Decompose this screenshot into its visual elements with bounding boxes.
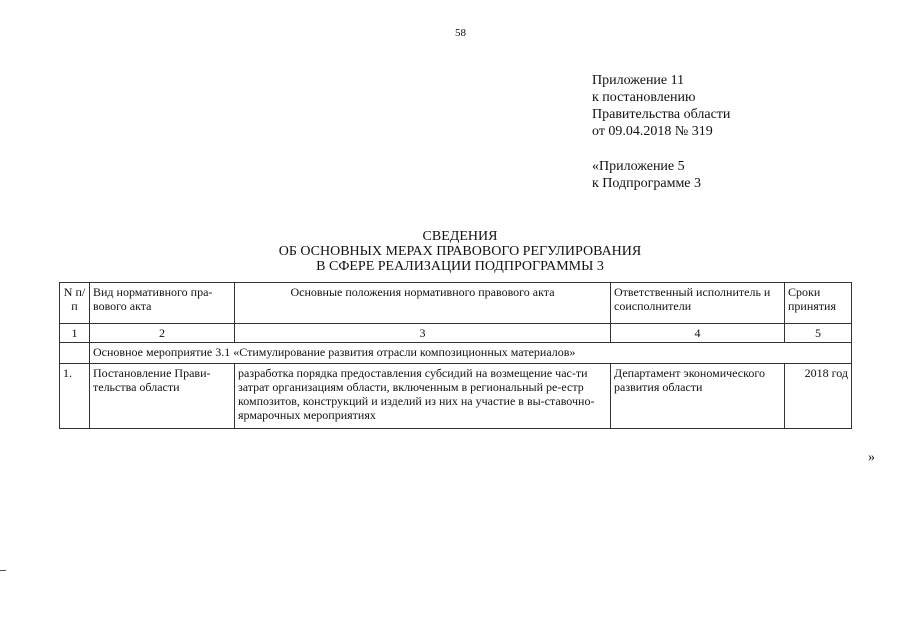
- appendix-block: [592, 72, 730, 140]
- title-line: В СФЕРЕ РЕАЛИЗАЦИИ ПОДПРОГРАММЫ 3: [316, 259, 604, 274]
- header-num: N п/п: [60, 283, 90, 324]
- header-dates: Сроки принятия: [785, 283, 852, 324]
- appendix-line: «Приложение 5: [592, 159, 685, 174]
- row-executor: Департамент экономического развития области: [611, 364, 785, 429]
- section-row: [60, 343, 852, 364]
- header-executor: Ответственный исполнитель и соисполнители: [611, 283, 785, 324]
- column-number: 5: [785, 324, 852, 343]
- column-number: 1: [60, 324, 90, 343]
- header-type: Вид нормативного пра-вового акта: [90, 283, 235, 324]
- header-provisions: Основные положения нормативного правового акта: [235, 283, 611, 324]
- row-num: 1.: [60, 364, 90, 429]
- row-dates: 2018 год: [785, 364, 852, 429]
- column-number: 4: [611, 324, 785, 343]
- row-provisions: разработка порядка предоставления субсидий на возмещение час-ти затрат организациям области, включенным в региональный ре-естр композитов, конструкций и изделий из них на участие в вы-ставочно-ярмарочных мероприятиях: [235, 364, 611, 429]
- table-header-row: [60, 283, 852, 324]
- appendix-line: Приложение 11: [592, 73, 685, 88]
- section-empty-cell: [60, 343, 90, 364]
- page-number: 58: [455, 27, 466, 39]
- document-title: [250, 229, 670, 274]
- column-number: 3: [235, 324, 611, 343]
- title-line: ОБ ОСНОВНЫХ МЕРАХ ПРАВОВОГО РЕГУЛИРОВАНИЯ: [278, 244, 642, 259]
- table-row: [60, 364, 852, 429]
- appendix-line: Правительства области: [592, 107, 731, 122]
- row-type: Постановление Прави-тельства области: [90, 364, 235, 429]
- regulation-table: [59, 282, 852, 429]
- appendix-line: к постановлению: [592, 90, 696, 105]
- margin-mark: [0, 570, 6, 571]
- column-number-row: [60, 324, 852, 343]
- appendix-line: к Подпрограмме 3: [592, 176, 702, 191]
- title-line: СВЕДЕНИЯ: [422, 229, 498, 244]
- section-title: Основное мероприятие 3.1 «Стимулирование развития отрасли композиционных материалов»: [90, 343, 852, 364]
- closing-quote: »: [868, 450, 875, 465]
- appendix-sub-block: [592, 158, 701, 192]
- column-number: 2: [90, 324, 235, 343]
- appendix-line: от 09.04.2018 № 319: [592, 124, 713, 139]
